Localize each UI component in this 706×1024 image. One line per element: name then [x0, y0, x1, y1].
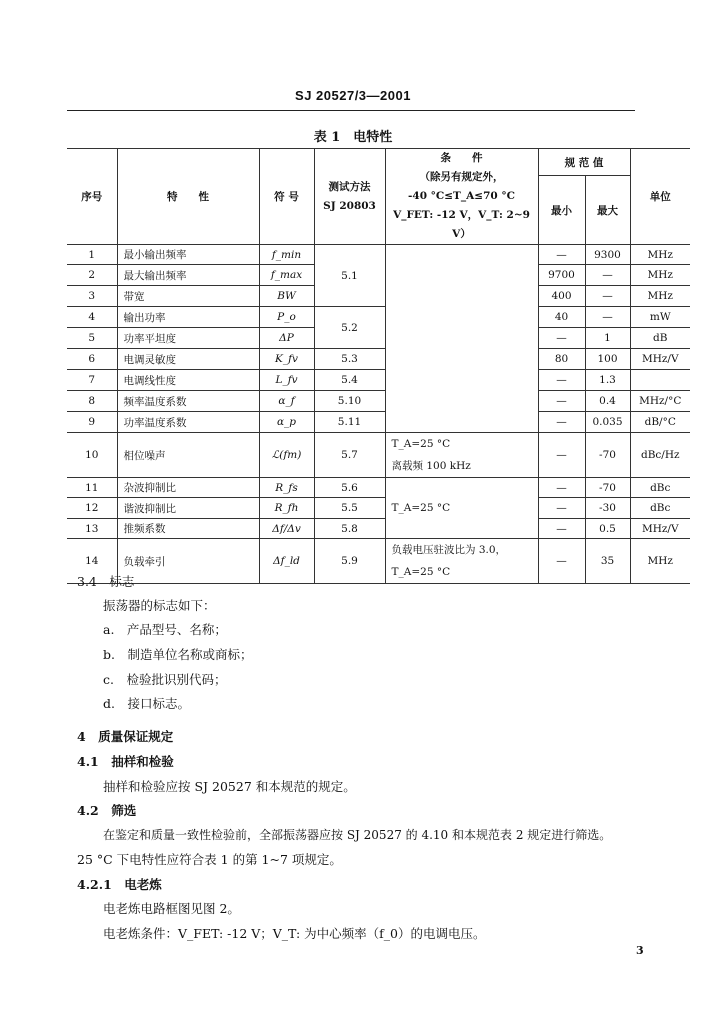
row-min: —	[538, 519, 585, 539]
row-method: 5.4	[314, 370, 385, 391]
row-unit: dBc	[630, 478, 690, 498]
row-symbol	[259, 370, 314, 391]
row-no: 6	[67, 349, 117, 370]
row-min: 400	[538, 286, 585, 307]
section-4-2-1-conditions: 电老炼条件：V_FET: -12 V；V_T: 为中心频率（f_0）的电调电压。	[103, 926, 486, 941]
header-test-method	[314, 149, 385, 245]
symbol-text: Δf/Δv	[272, 522, 301, 535]
header-cond-line3: V_FET: -12 V，V_T: 2~9 V）	[393, 209, 530, 240]
row-symbol	[259, 349, 314, 370]
section-3-4-intro: 振荡器的标志如下：	[103, 598, 216, 613]
row-no: 11	[67, 478, 117, 498]
symbol-text: L_fv	[275, 374, 298, 386]
page-number: 3	[636, 944, 644, 957]
row-min: 80	[538, 349, 585, 370]
symbol-text: ℒ(fm)	[271, 449, 302, 461]
section-4-2-title: 4.2 筛选	[77, 803, 137, 818]
row-characteristic: 功率平坦度	[117, 328, 259, 349]
row-min: —	[538, 328, 585, 349]
table-row	[67, 433, 690, 478]
cond-line: 离载频 100 kHz	[391, 460, 471, 472]
row-max: 35	[585, 539, 630, 584]
section-4-2-text-cont: 25 °C 下电特性应符合表 1 的第 1~7 项规定。	[77, 852, 342, 867]
cond-line: T_A=25 °C	[391, 438, 451, 450]
row-conditions-empty	[385, 245, 538, 433]
row-characteristic: 频率温度系数	[117, 391, 259, 412]
row-conditions	[385, 539, 538, 584]
row-conditions: T_A=25 °C	[385, 478, 538, 539]
row-no: 5	[67, 328, 117, 349]
table-row	[67, 349, 690, 370]
standard-header: SJ 20527/3—2001	[295, 88, 411, 103]
list-item: b. 制造单位名称或商标；	[103, 647, 253, 662]
row-no: 2	[67, 265, 117, 286]
row-symbol	[259, 498, 314, 519]
row-symbol	[259, 265, 314, 286]
row-min: —	[538, 412, 585, 433]
row-characteristic: 带宽	[117, 286, 259, 307]
row-min: —	[538, 433, 585, 478]
header-max: 最大	[585, 176, 630, 245]
row-characteristic: 杂波抑制比	[117, 478, 259, 498]
row-conditions	[385, 433, 538, 478]
header-spec-values: 规 范 值	[538, 149, 630, 176]
row-max: -70	[585, 433, 630, 478]
row-max: 100	[585, 349, 630, 370]
row-no: 1	[67, 245, 117, 265]
row-characteristic: 相位噪声	[117, 433, 259, 478]
row-unit: dB	[630, 328, 690, 349]
header-method-line2: SJ 20803	[323, 199, 376, 212]
electrical-characteristics-table	[67, 148, 690, 584]
row-method: 5.3	[314, 349, 385, 370]
row-max: 1.3	[585, 370, 630, 391]
row-min: —	[538, 478, 585, 498]
table-row	[67, 307, 690, 328]
cond-line: T_A=25 °C	[391, 566, 451, 578]
row-no: 12	[67, 498, 117, 519]
symbol-text: f_min	[271, 248, 302, 261]
header-cond-title: 条 件	[440, 152, 483, 164]
row-no: 9	[67, 412, 117, 433]
row-min: —	[538, 370, 585, 391]
row-max: 0.035	[585, 412, 630, 433]
list-item: a. 产品型号、名称；	[103, 622, 227, 637]
table-row	[67, 391, 690, 412]
row-no: 7	[67, 370, 117, 391]
row-symbol	[259, 245, 314, 265]
row-min: —	[538, 391, 585, 412]
row-method: 5.10	[314, 391, 385, 412]
row-min: —	[538, 498, 585, 519]
row-unit: MHz	[630, 245, 690, 265]
row-symbol	[259, 391, 314, 412]
row-symbol	[259, 519, 314, 539]
section-4-title: 4 质量保证规定	[77, 729, 174, 744]
row-characteristic: 电调线性度	[117, 370, 259, 391]
row-characteristic: 谐波抑制比	[117, 498, 259, 519]
table-row	[67, 539, 690, 584]
row-method: 5.11	[314, 412, 385, 433]
row-min: —	[538, 245, 585, 265]
row-method: 5.2	[314, 307, 385, 349]
symbol-text: α_p	[276, 416, 297, 428]
header-no: 序号	[67, 149, 117, 245]
symbol-text: K_fv	[275, 353, 298, 365]
row-max: —	[585, 307, 630, 328]
row-method: 5.6	[314, 478, 385, 498]
row-unit: MHz/V	[630, 349, 690, 370]
section-4-2-1-text: 电老炼电路框图见图 2。	[103, 901, 240, 916]
row-unit: dBc/Hz	[630, 433, 690, 478]
row-symbol	[259, 307, 314, 328]
table-row	[67, 412, 690, 433]
row-symbol	[259, 433, 314, 478]
row-min: —	[538, 539, 585, 584]
header-cond-line2: -40 °C≤T_A≤70 °C	[408, 190, 515, 202]
row-characteristic: 推频系数	[117, 519, 259, 539]
symbol-text: Δf_ld	[273, 555, 300, 567]
table-caption: 表 1 电特性	[313, 130, 393, 145]
row-unit: MHz	[630, 539, 690, 584]
section-4-2-text: 在鉴定和质量一致性检验前，全部振荡器应按 SJ 20527 的 4.10 和本规范表 2 规定进行筛选。	[103, 828, 612, 842]
list-item: c. 检验批识别代码；	[103, 672, 227, 687]
row-method: 5.1	[314, 245, 385, 307]
header-rule	[67, 110, 635, 111]
row-max: 9300	[585, 245, 630, 265]
row-max: —	[585, 265, 630, 286]
row-no: 13	[67, 519, 117, 539]
table-row	[67, 498, 690, 519]
row-symbol	[259, 286, 314, 307]
table-row	[67, 519, 690, 539]
table-row	[67, 245, 690, 265]
row-no: 3	[67, 286, 117, 307]
symbol-text: α_f	[278, 395, 295, 407]
row-unit	[630, 370, 690, 391]
row-method: 5.5	[314, 498, 385, 519]
row-method: 5.7	[314, 433, 385, 478]
row-no: 10	[67, 433, 117, 478]
header-min: 最小	[538, 176, 585, 245]
row-symbol	[259, 539, 314, 584]
row-symbol	[259, 478, 314, 498]
symbol-text: R_fh	[274, 502, 299, 514]
row-unit: MHz	[630, 265, 690, 286]
row-method: 5.8	[314, 519, 385, 539]
row-max: -70	[585, 478, 630, 498]
row-unit: dB/°C	[630, 412, 690, 433]
row-max: 1	[585, 328, 630, 349]
section-4-1-text: 抽样和检验应按 SJ 20527 和本规范的规定。	[103, 779, 356, 794]
row-unit: dBc	[630, 498, 690, 519]
row-characteristic: 输出功率	[117, 307, 259, 328]
row-characteristic: 功率温度系数	[117, 412, 259, 433]
row-characteristic: 负载牵引	[117, 539, 259, 584]
row-symbol	[259, 328, 314, 349]
row-min: 9700	[538, 265, 585, 286]
header-conditions	[385, 149, 538, 245]
row-characteristic: 电调灵敏度	[117, 349, 259, 370]
section-3-4-title: 3.4 标志	[77, 574, 135, 589]
list-item: d. 接口标志。	[103, 696, 190, 711]
row-unit: MHz	[630, 286, 690, 307]
symbol-text: R_fs	[275, 481, 298, 494]
row-max: —	[585, 286, 630, 307]
row-min: 40	[538, 307, 585, 328]
row-no: 14	[67, 539, 117, 584]
symbol-text: BW	[277, 290, 296, 302]
header-characteristic: 特 性	[117, 149, 259, 245]
row-unit: MHz/V	[630, 519, 690, 539]
symbol-text: f_max	[270, 269, 303, 281]
row-unit: MHz/°C	[630, 391, 690, 412]
table-body	[67, 245, 690, 584]
row-unit: mW	[630, 307, 690, 328]
row-characteristic: 最小输出频率	[117, 245, 259, 265]
header-symbol: 符 号	[259, 149, 314, 245]
row-no: 4	[67, 307, 117, 328]
symbol-text: P_o	[277, 311, 296, 323]
row-characteristic: 最大输出频率	[117, 265, 259, 286]
header-method-line1: 测试方法	[328, 180, 371, 193]
row-max: 0.5	[585, 519, 630, 539]
row-max: 0.4	[585, 391, 630, 412]
row-method: 5.9	[314, 539, 385, 584]
row-max: -30	[585, 498, 630, 519]
row-symbol	[259, 412, 314, 433]
section-4-1-title: 4.1 抽样和检验	[77, 754, 174, 769]
row-no: 8	[67, 391, 117, 412]
cond-line: 负载电压驻波比为 3.0，	[391, 544, 507, 556]
section-4-2-1-title: 4.2.1 电老炼	[77, 877, 162, 892]
table-row	[67, 478, 690, 498]
symbol-text: ΔP	[279, 332, 294, 344]
table-row	[67, 370, 690, 391]
header-cond-line1: （除另有规定外，	[419, 171, 504, 183]
header-unit: 单位	[630, 149, 690, 245]
